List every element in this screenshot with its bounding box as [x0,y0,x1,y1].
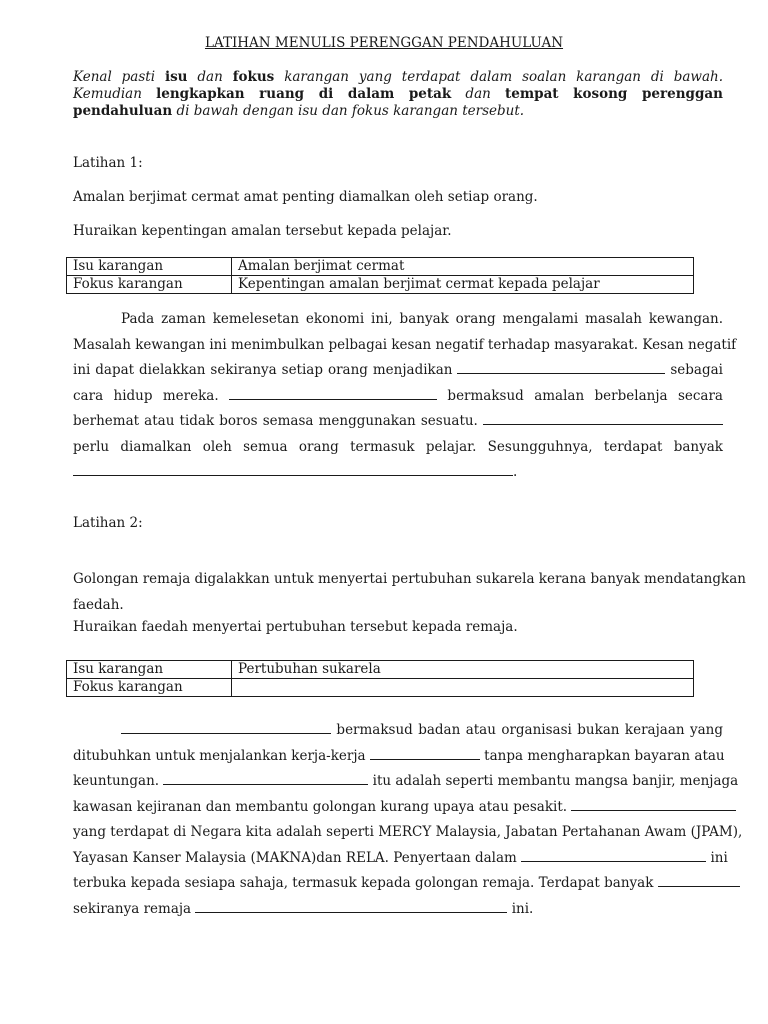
exercise-1-paragraph: Pada zaman kemelesetan ekonomi ini, banyak orang mengalami masalah kewangan. Masalah kewangan ini menimbulkan pelbagai kesan negatif terhadap masyarakat. Kesan negatif ini dapat dielakkan sekiranya setiap orang menjadikan sebagai cara hidup mereka. bermaksud amalan berbelanja secara berhemat atau tidak boros semasa menggunakan sesuatu. perlu diamalkan oleh semua orang termasuk pelajar. Sesungguhnya, terdapat banyak . [73,311,737,480]
blank-field[interactable] [370,747,480,760]
table-row [67,276,694,294]
blank-field[interactable] [163,772,368,785]
table-row [67,661,694,679]
table-cell: Kepentingan amalan berjimat cermat kepada pelajar [232,276,694,294]
exercise-2-heading: Latihan 2: [73,515,143,531]
blank-field[interactable] [521,849,706,862]
table-cell: Pertubuhan sukarela [232,661,694,679]
blank-field[interactable] [121,721,331,734]
table-cell[interactable] [232,679,694,697]
table-row [67,679,694,697]
table-cell: Amalan berjimat cermat [232,258,694,276]
blank-field[interactable] [483,412,723,425]
instructions: Kenal pasti isu dan fokus karangan yang terdapat dalam soalan karangan di bawah. Kemudian lengkapkan ruang di dalam petak dan tempat kosong perenggan pendahuluan di bawah dengan isu dan fokus karangan tersebut. [73,69,724,119]
blank-field[interactable] [658,874,740,887]
table-row [67,258,694,276]
table-cell: Fokus karangan [67,276,232,294]
exercise-1-heading: Latihan 1: [73,155,143,171]
table-cell: Fokus karangan [67,679,232,697]
exercise-2-table [66,660,694,697]
blank-field[interactable] [457,361,665,374]
table-cell: Isu karangan [67,258,232,276]
exercise-1-table [66,257,694,294]
exercise-1-instruction: Huraikan kepentingan amalan tersebut kepada pelajar. [73,223,452,239]
blank-field[interactable] [229,387,437,400]
blank-field[interactable] [195,900,507,913]
blank-field[interactable] [73,463,513,476]
exercise-2-instruction: Huraikan faedah menyertai pertubuhan tersebut kepada remaja. [73,619,518,635]
exercise-2-question: Golongan remaja digalakkan untuk menyertai pertubuhan sukarela kerana banyak mendatangkan faedah. [73,571,746,613]
exercise-2-paragraph: bermaksud badan atau organisasi bukan kerajaan yang ditubuhkan untuk menjalankan kerja-kerja tanpa mengharapkan bayaran atau keuntungan. itu adalah seperti membantu mangsa banjir, menjaga kawasan kejiranan dan membantu golongan kurang upaya atau pesakit. yang terdapat di Negara kita adalah seperti MERCY Malaysia, Jabatan Pertahanan Awam (JPAM), Yayasan Kanser Malaysia (MAKNA)dan RELA. Penyertaan dalam ini terbuka kepada sesiapa sahaja, termasuk kepada golongan remaja. Terdapat banyak sekiranya remaja ini. [73,722,743,917]
page-title: LATIHAN MENULIS PERENGGAN PENDAHULUAN [204,35,564,51]
exercise-1-question: Amalan berjimat cermat amat penting diamalkan oleh setiap orang. [73,189,538,205]
table-cell: Isu karangan [67,661,232,679]
blank-field[interactable] [571,798,736,811]
